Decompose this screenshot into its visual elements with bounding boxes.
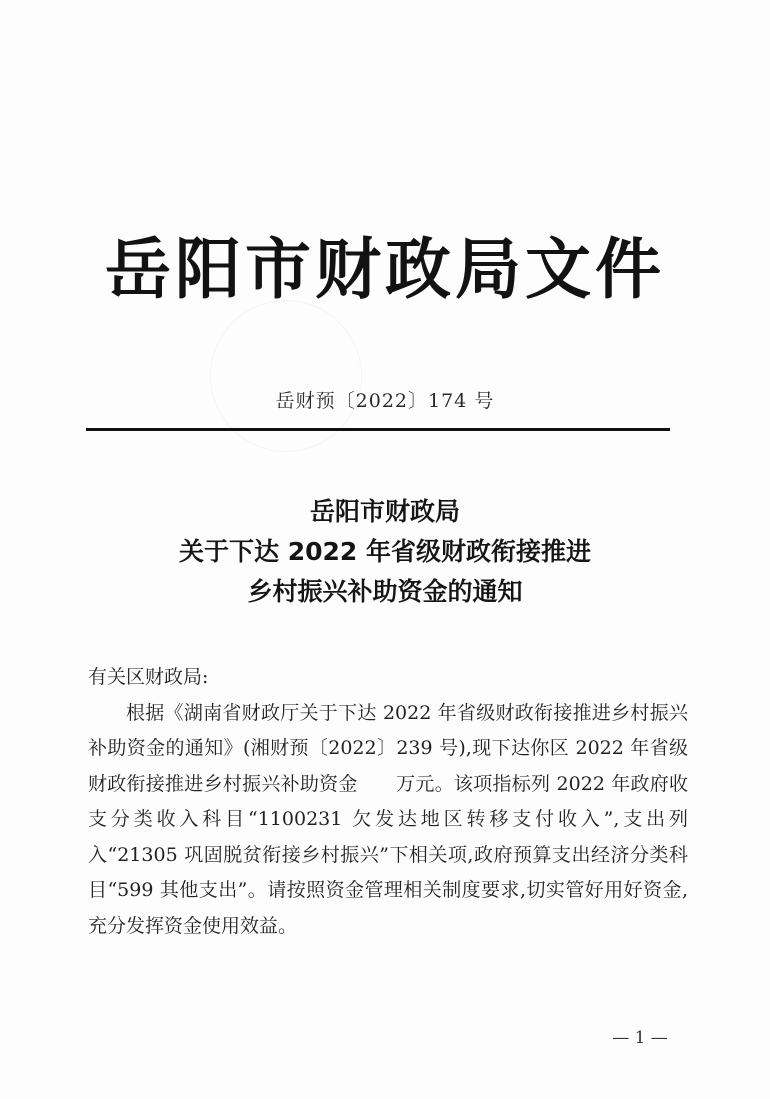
page-number: — 1 — (612, 1028, 668, 1048)
document-number: 岳财预〔2022〕174 号 (275, 390, 495, 412)
title-line-2: 关于下达 2022 年省级财政衔接推进 (179, 537, 591, 566)
document-title (100, 492, 670, 612)
header-divider-rule (86, 428, 670, 431)
salutation: 有关区财政局: (88, 666, 209, 688)
title-line-3: 乡村振兴补助资金的通知 (247, 577, 523, 606)
title-line-1: 岳阳市财政局 (309, 497, 460, 526)
body-paragraph: 根据《湖南省财政厅关于下达 2022 年省级财政衔接推进乡村振兴补助资金的通知》(湘财预〔2022〕239 号),现下达你区 2022 年省级财政衔接推进乡村振兴补助资金 万元。该项指标列 2022 年政府收支分类收入科目“1100231 欠发达地区转移支付收入”,支出列入“21305 巩固脱贫衔接乡村振兴”下相关项,政府预算支出经济分类科目“599 其他支出”。请按照资金管理相关制度要求,切实管好用好资金,充分发挥资金使用效益。 (88, 701, 688, 937)
document-body (88, 660, 688, 944)
agency-header-title: 岳阳市财政局文件 (105, 231, 665, 308)
